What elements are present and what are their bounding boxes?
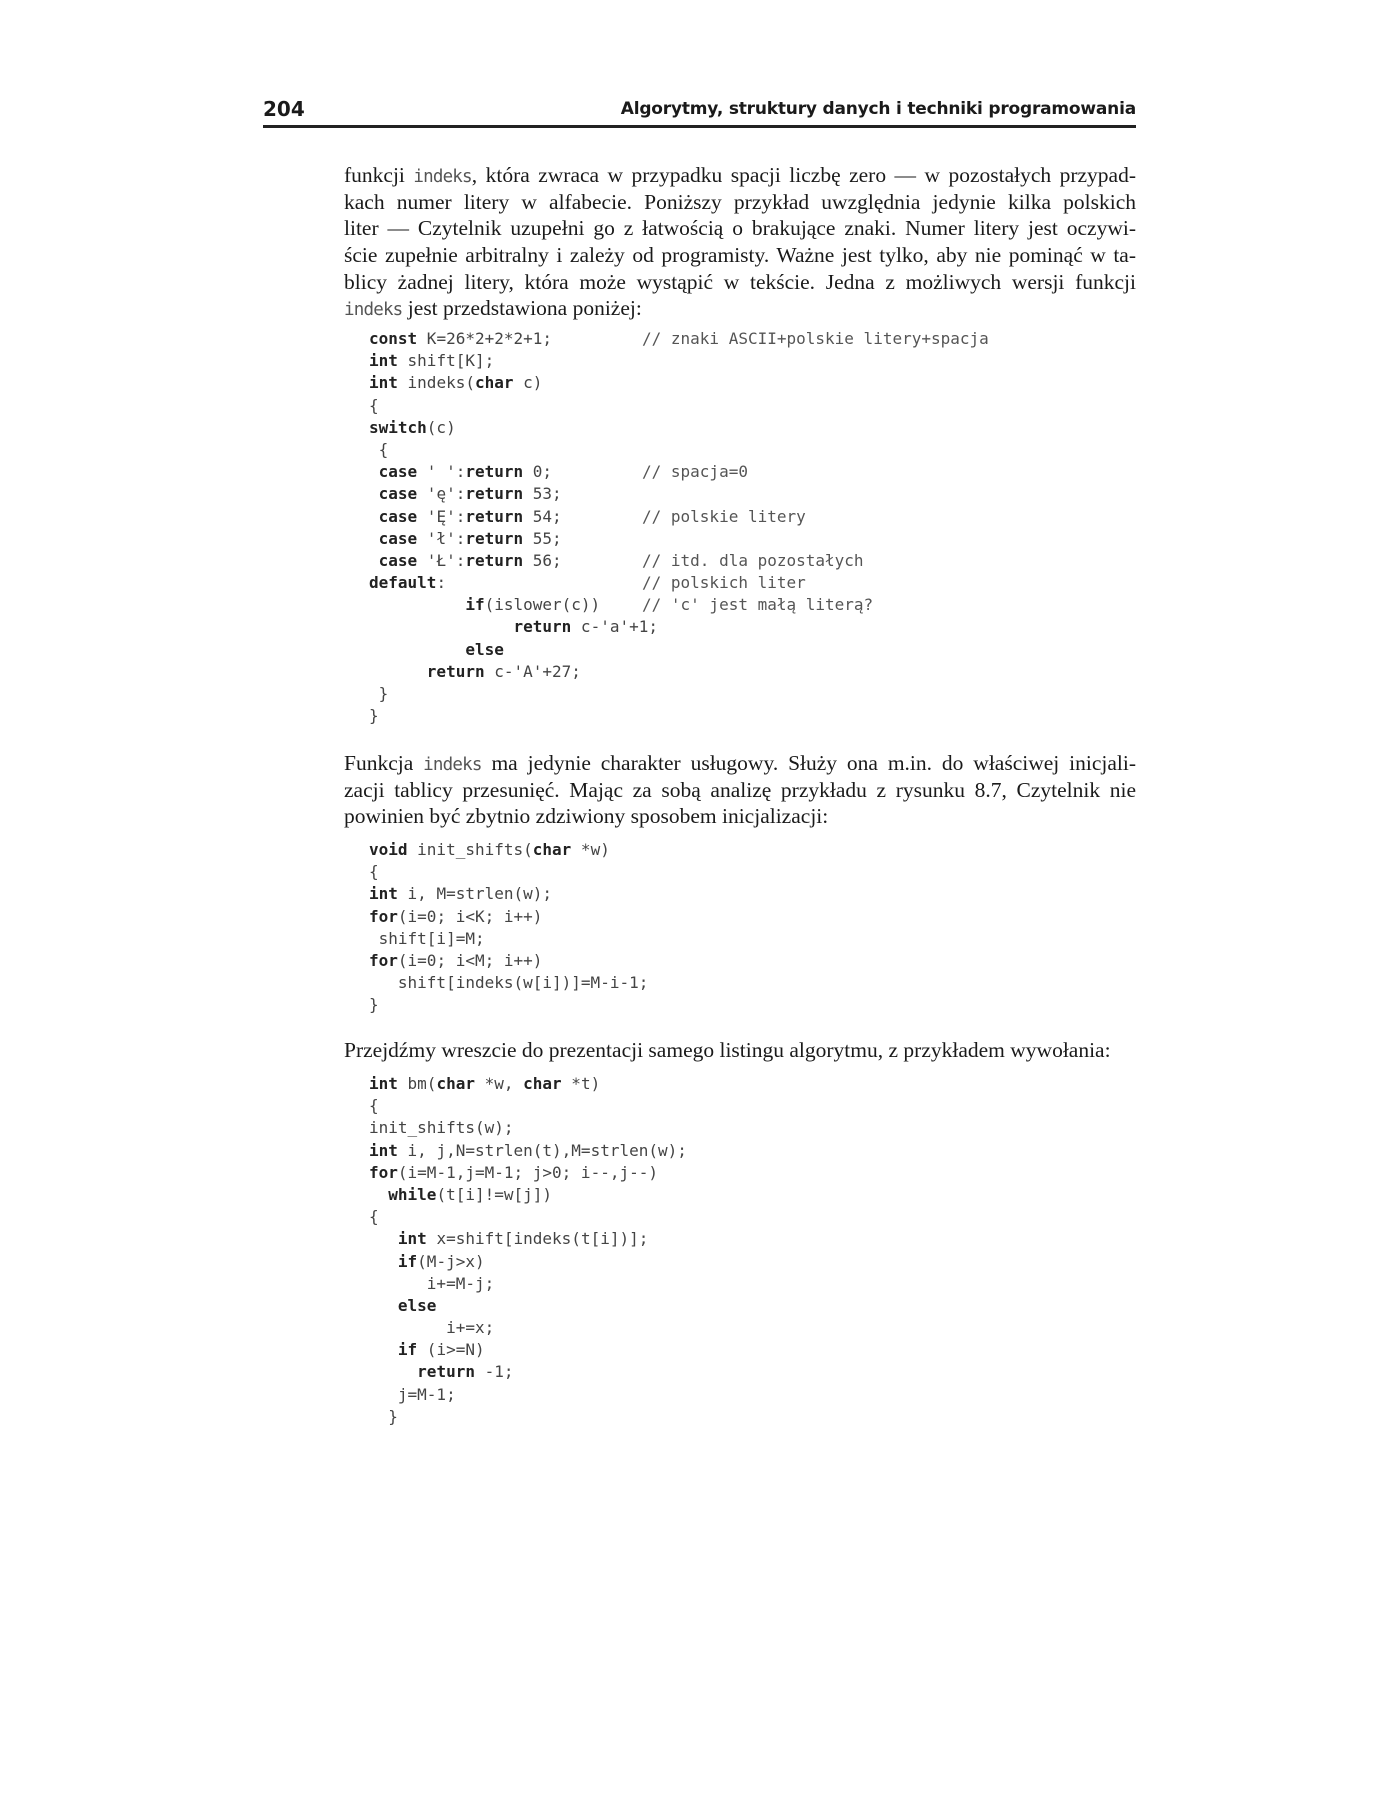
- code-line: [369, 439, 658, 461]
- code-text: shift[indeks(w[i])]=M-i-1;: [369, 973, 649, 993]
- code-line: [369, 705, 658, 727]
- code-line: [369, 1117, 687, 1139]
- code-text: if (i>=N): [397, 1340, 485, 1360]
- code-line: [369, 616, 658, 638]
- code-comment: // 'c' jest małą literą?: [642, 595, 874, 615]
- code-comment: // polskie litery: [642, 506, 806, 526]
- code-text: while(t[i]!=w[j]): [388, 1184, 553, 1204]
- code-text: return c-'a'+1;: [513, 617, 658, 637]
- code-text: }: [369, 706, 379, 726]
- text-line: [344, 215, 1136, 242]
- code-line: [369, 483, 658, 505]
- code-line: [369, 1251, 687, 1273]
- text-run: Przejdźmy wreszcie do prezentacji samego listingu algorytmu, z przykładem wywołania:: [344, 1038, 1111, 1062]
- paragraph-1: [344, 162, 1136, 322]
- code-line: [369, 1406, 687, 1428]
- text-run: , która zwraca w przypadku spacji liczbę zero — w pozostałych przypad-: [471, 163, 1136, 187]
- code-text: void init_shifts(char *w): [369, 840, 610, 859]
- code-text: int bm(char *w, char *t): [369, 1074, 601, 1093]
- code-line: [369, 683, 658, 705]
- text-line: [344, 803, 1136, 830]
- text-run: kach numer litery w alfabecie. Poniższy przykład uwzględnia jedynie kilka polskich: [344, 189, 1136, 214]
- code-text: int x=shift[indeks(t[i])];: [397, 1229, 649, 1249]
- text-line: [344, 295, 1136, 322]
- code-text: for(i=M-1,j=M-1; j>0; i--,j--): [369, 1162, 658, 1182]
- code-line: [369, 1273, 687, 1295]
- code-text: case 'Ł':return 56;: [378, 550, 562, 570]
- code-text: case 'Ę':return 54;: [378, 506, 562, 526]
- running-title: Algorytmy, struktury danych i techniki programowania: [620, 99, 1136, 119]
- code-text: {: [369, 1207, 379, 1227]
- code-comment: // znaki ASCII+polskie litery+spacja: [642, 329, 989, 348]
- inline-code: indeks: [413, 167, 472, 187]
- text-run: ście zupełnie arbitralny i zależy od programisty. Ważne jest tylko, aby nie pominąć w ta-: [344, 243, 1136, 268]
- text-run: Funkcja: [344, 751, 424, 775]
- code-line: [369, 328, 989, 350]
- code-text: return -1;: [417, 1362, 514, 1382]
- text-line: [344, 162, 1136, 189]
- code-text: {: [369, 1096, 379, 1116]
- text-line: [344, 242, 1136, 269]
- code-line: [369, 1095, 687, 1117]
- code-listing-indeks: [369, 328, 989, 727]
- code-line: [369, 928, 648, 950]
- text-run: zacji tablicy przesunięć. Mając za sobą analizę przykładu z rysunku 8.7, Czytelnik nie: [344, 777, 1136, 802]
- code-line: [369, 1162, 687, 1184]
- code-line: [369, 1206, 687, 1228]
- code-line: [369, 1361, 687, 1383]
- paragraph-2: [344, 750, 1136, 830]
- code-line: [369, 1317, 687, 1339]
- code-line: [369, 395, 658, 417]
- code-text: {: [369, 862, 379, 882]
- code-line: [369, 839, 648, 861]
- code-text: int shift[K];: [369, 351, 495, 371]
- code-text: {: [369, 395, 379, 415]
- code-line: [369, 950, 648, 972]
- page-number: 204: [263, 97, 305, 121]
- text-run: blicy żadnej litery, która może wystąpić w tekście. Jedna z możliwych wersji funkcji: [344, 269, 1136, 294]
- code-listing-init-shifts: [369, 839, 648, 1017]
- code-line: [369, 883, 648, 905]
- code-text: case 'ł':return 55;: [378, 528, 562, 548]
- code-line: [369, 661, 658, 683]
- text-line: [344, 189, 1136, 216]
- code-text: if(M-j>x): [397, 1251, 485, 1271]
- code-line: [369, 528, 658, 550]
- code-text: i+=x;: [369, 1318, 495, 1338]
- code-line: [369, 550, 864, 572]
- text-line: [344, 777, 1136, 804]
- code-line: [369, 372, 658, 394]
- code-line: [369, 861, 648, 883]
- code-line: [369, 1140, 687, 1162]
- code-text: {: [369, 439, 389, 459]
- code-line: [369, 506, 806, 528]
- code-line: [369, 417, 658, 439]
- code-text: return c-'A'+27;: [426, 661, 581, 681]
- code-line: [369, 350, 658, 372]
- code-line: [369, 1339, 687, 1361]
- code-line: [369, 1073, 687, 1095]
- code-text: for(i=0; i<K; i++): [369, 906, 543, 926]
- code-line: [369, 1384, 687, 1406]
- code-text: case ' ':return 0;: [378, 462, 553, 482]
- code-text: switch(c): [369, 417, 456, 437]
- text-line: [344, 750, 1136, 777]
- code-line: [369, 1295, 687, 1317]
- code-text: else: [397, 1295, 437, 1315]
- text-line: [344, 1037, 1136, 1064]
- code-text: if(islower(c)): [465, 595, 601, 615]
- code-text: const K=26*2+2*2+1;: [369, 329, 553, 348]
- code-line: [369, 994, 648, 1016]
- code-text: int i, M=strlen(w);: [369, 884, 553, 904]
- code-text: init_shifts(w);: [369, 1118, 514, 1138]
- code-line: [369, 906, 648, 928]
- code-text: for(i=0; i<M; i++): [369, 950, 543, 970]
- code-comment: // spacja=0: [642, 462, 748, 482]
- code-line: [369, 1184, 687, 1206]
- code-text: int indeks(char c): [369, 373, 543, 393]
- code-text: else: [465, 639, 504, 659]
- text-line: [344, 269, 1136, 296]
- code-text: }: [369, 995, 379, 1015]
- code-text: }: [369, 1406, 398, 1426]
- code-text: i+=M-j;: [369, 1273, 495, 1293]
- code-comment: // polskich liter: [642, 573, 806, 593]
- code-text: int i, j,N=strlen(t),M=strlen(w);: [369, 1140, 687, 1160]
- text-run: jest przedstawiona poniżej:: [402, 296, 642, 321]
- code-line: [369, 1228, 687, 1250]
- code-text: }: [369, 684, 389, 703]
- inline-code: indeks: [344, 300, 403, 321]
- code-line: [369, 972, 648, 994]
- inline-code: indeks: [423, 755, 482, 775]
- code-text: j=M-1;: [369, 1384, 456, 1404]
- code-line: [369, 572, 806, 594]
- code-text: shift[i]=M;: [369, 928, 485, 948]
- code-line: [369, 594, 874, 616]
- paragraph-3: [344, 1037, 1136, 1064]
- text-run: powinien być zbytnio zdziwiony sposobem inicjalizacji:: [344, 804, 829, 829]
- text-run: liter — Czytelnik uzupełni go z łatwością o brakujące znaki. Numer litery jest oczywi-: [344, 216, 1136, 241]
- running-header: [263, 95, 1136, 128]
- code-text: default:: [369, 573, 447, 593]
- code-comment: // itd. dla pozostałych: [642, 550, 864, 570]
- code-text: case 'ę':return 53;: [378, 484, 562, 504]
- text-run: ma jedynie charakter usługowy. Służy ona m.in. do właściwej inicjali-: [481, 751, 1136, 775]
- code-listing-bm: [369, 1073, 687, 1428]
- code-line: [369, 639, 658, 661]
- text-run: funkcji: [344, 163, 414, 187]
- code-line: [369, 461, 748, 483]
